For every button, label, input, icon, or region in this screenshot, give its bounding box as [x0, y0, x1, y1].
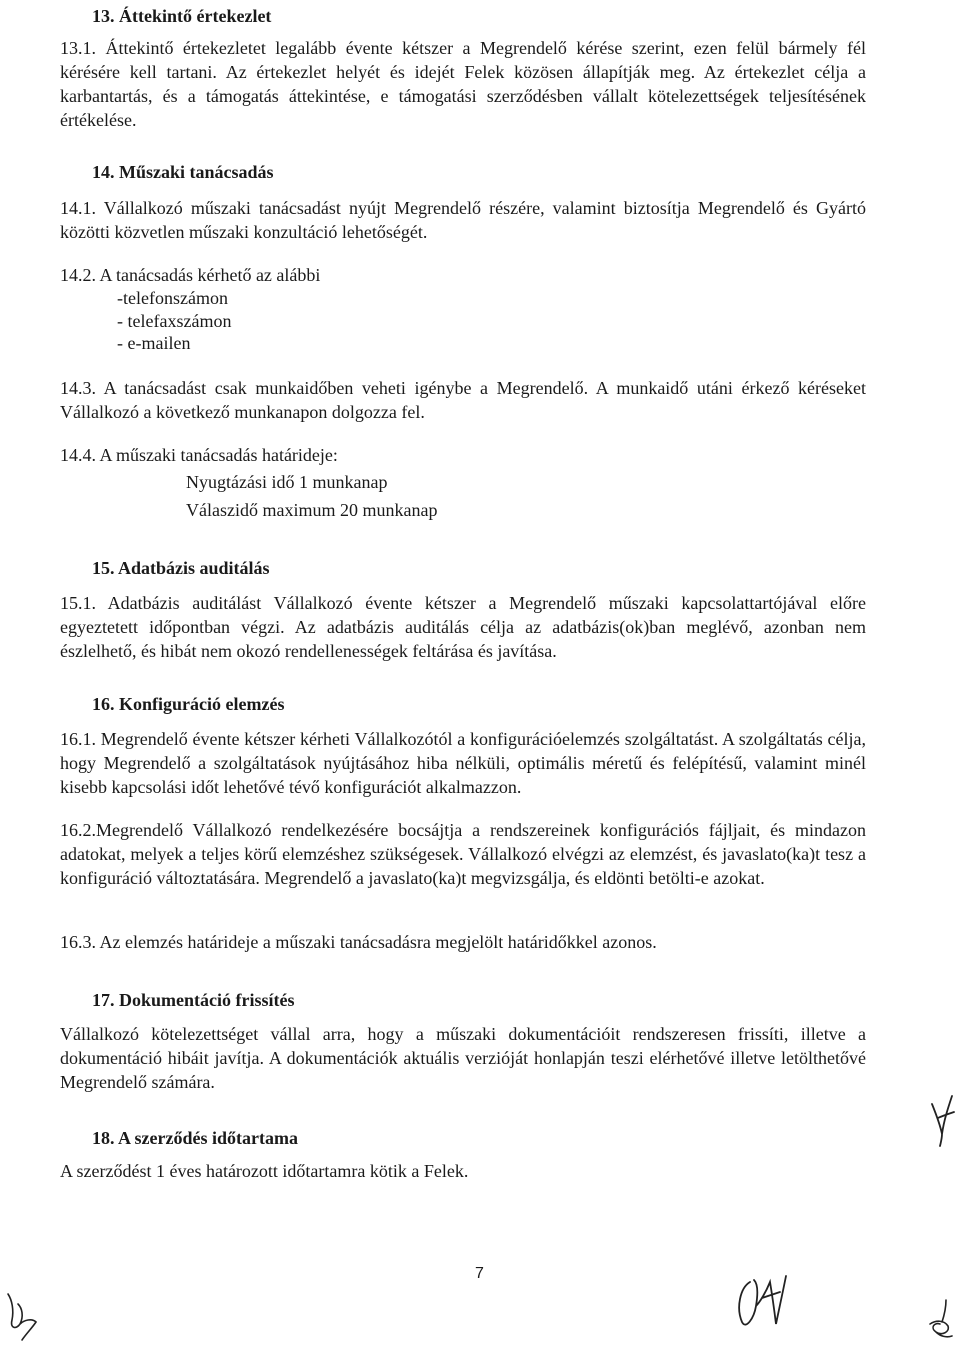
signature-center-icon	[730, 1262, 790, 1334]
section-16-1-paragraph: 16.1. Megrendelő évente kétszer kérheti Vállalkozótól a konfigurációelemzés szolgáltatást. A szolgáltatás célja, hogy Megrendelő a szolgáltatások nyújtásához hiba nélküli, optimális méretű és felépítésű, valamint minél kisebb kapcsolási időt lehetővé tévő konfigurációt alkalmazzon.	[60, 729, 866, 797]
section-14-3-paragraph: 14.3. A tanácsadást csak munkaidőben veheti igénybe a Megrendelő. A munkaidő utáni érkező kéréseket Vállalkozó a következő munkanapon dolgozza fel.	[60, 378, 866, 422]
page-number: 7	[475, 1265, 484, 1282]
section-15-1-paragraph: 15.1. Adatbázis auditálást Vállalkozó évente kétszer a Megrendelő műszaki kapcsolattartójával előre egyeztetett időpontban végzi. Az adatbázis auditálás célja az adatbázis(ok)ban meglévő, azonban nem észlelhető, és hibát nem okozó rendellenességek feltárása és javítása.	[60, 593, 866, 661]
section-17-paragraph: Vállalkozó kötelezettséget vállal arra, hogy a műszaki dokumentációit rendszeresen frissíti, illetve a dokumentáció hibáit javítja. A dokumentációk aktuális verzióját honlapján teszi elérhetővé illetve letölthetővé Megrendelő számára.	[60, 1024, 866, 1092]
response-time-item: Válaszidő maximum 20 munkanap	[186, 500, 438, 520]
section-18-paragraph: A szerződést 1 éves határozott időtartamra kötik a Felek.	[60, 1161, 469, 1181]
section-13-title: 13. Áttekintő értekezlet	[92, 6, 272, 26]
ack-time-item: Nyugtázási idő 1 munkanap	[186, 472, 388, 492]
list-item-telefax: - telefaxszámon	[117, 311, 232, 331]
section-16-3-paragraph: 16.3. Az elemzés határideje a műszaki tanácsadásra megjelölt határidőkkel azonos.	[60, 932, 657, 952]
section-16-2-paragraph: 16.2.Megrendelő Vállalkozó rendelkezésére bocsájtja a rendszereinek konfigurációs fájljait, és mindazon adatokat, melyek a teljes körű elemzéshez szükségesek. Vállalkozó elvégzi az elemzést, és javaslato(ka)t tesz a konfiguráció változtatására. Megrendelő a javaslato(ka)t megvizsgálja, és eldönti betölti-e azokat.	[60, 820, 866, 888]
section-14-1-paragraph: 14.1. Vállalkozó műszaki tanácsadást nyújt Megrendelő részére, valamint biztosítja Megrendelő és Gyártó közötti közvetlen műszaki konzultáció lehetőségét.	[60, 198, 866, 242]
list-item-email: - e-mailen	[117, 333, 191, 353]
list-item-telefon: -telefonszámon	[117, 288, 228, 308]
section-14-title: 14. Műszaki tanácsadás	[92, 162, 274, 182]
section-16-title: 16. Konfiguráció elemzés	[92, 694, 285, 714]
section-15-title: 15. Adatbázis auditálás	[92, 558, 270, 578]
initial-mark-right-icon	[928, 1090, 956, 1150]
section-14-2-intro: 14.2. A tanácsadás kérhető az alábbi	[60, 265, 321, 285]
section-13-1-paragraph: 13.1. Áttekintő értekezletet legalább évente kétszer a Megrendelő kérése szerint, ezen felül bármely fél kérésére kell tartani. Az értekezlet helyét és idejét Felek közösen állapítják meg. Az értekezlet célja a karbantartás, és a támogatás áttekintése, e támogatási szerződésben vállalt kötelezettségek teljesítésének értékelése.	[60, 38, 866, 130]
initial-mark-bottom-right-icon	[922, 1296, 956, 1342]
section-14-4-intro: 14.4. A műszaki tanácsadás határideje:	[60, 445, 338, 465]
initial-mark-bottom-left-icon	[2, 1290, 42, 1342]
section-18-title: 18. A szerződés időtartama	[92, 1128, 298, 1148]
section-17-title: 17. Dokumentáció frissítés	[92, 990, 295, 1010]
